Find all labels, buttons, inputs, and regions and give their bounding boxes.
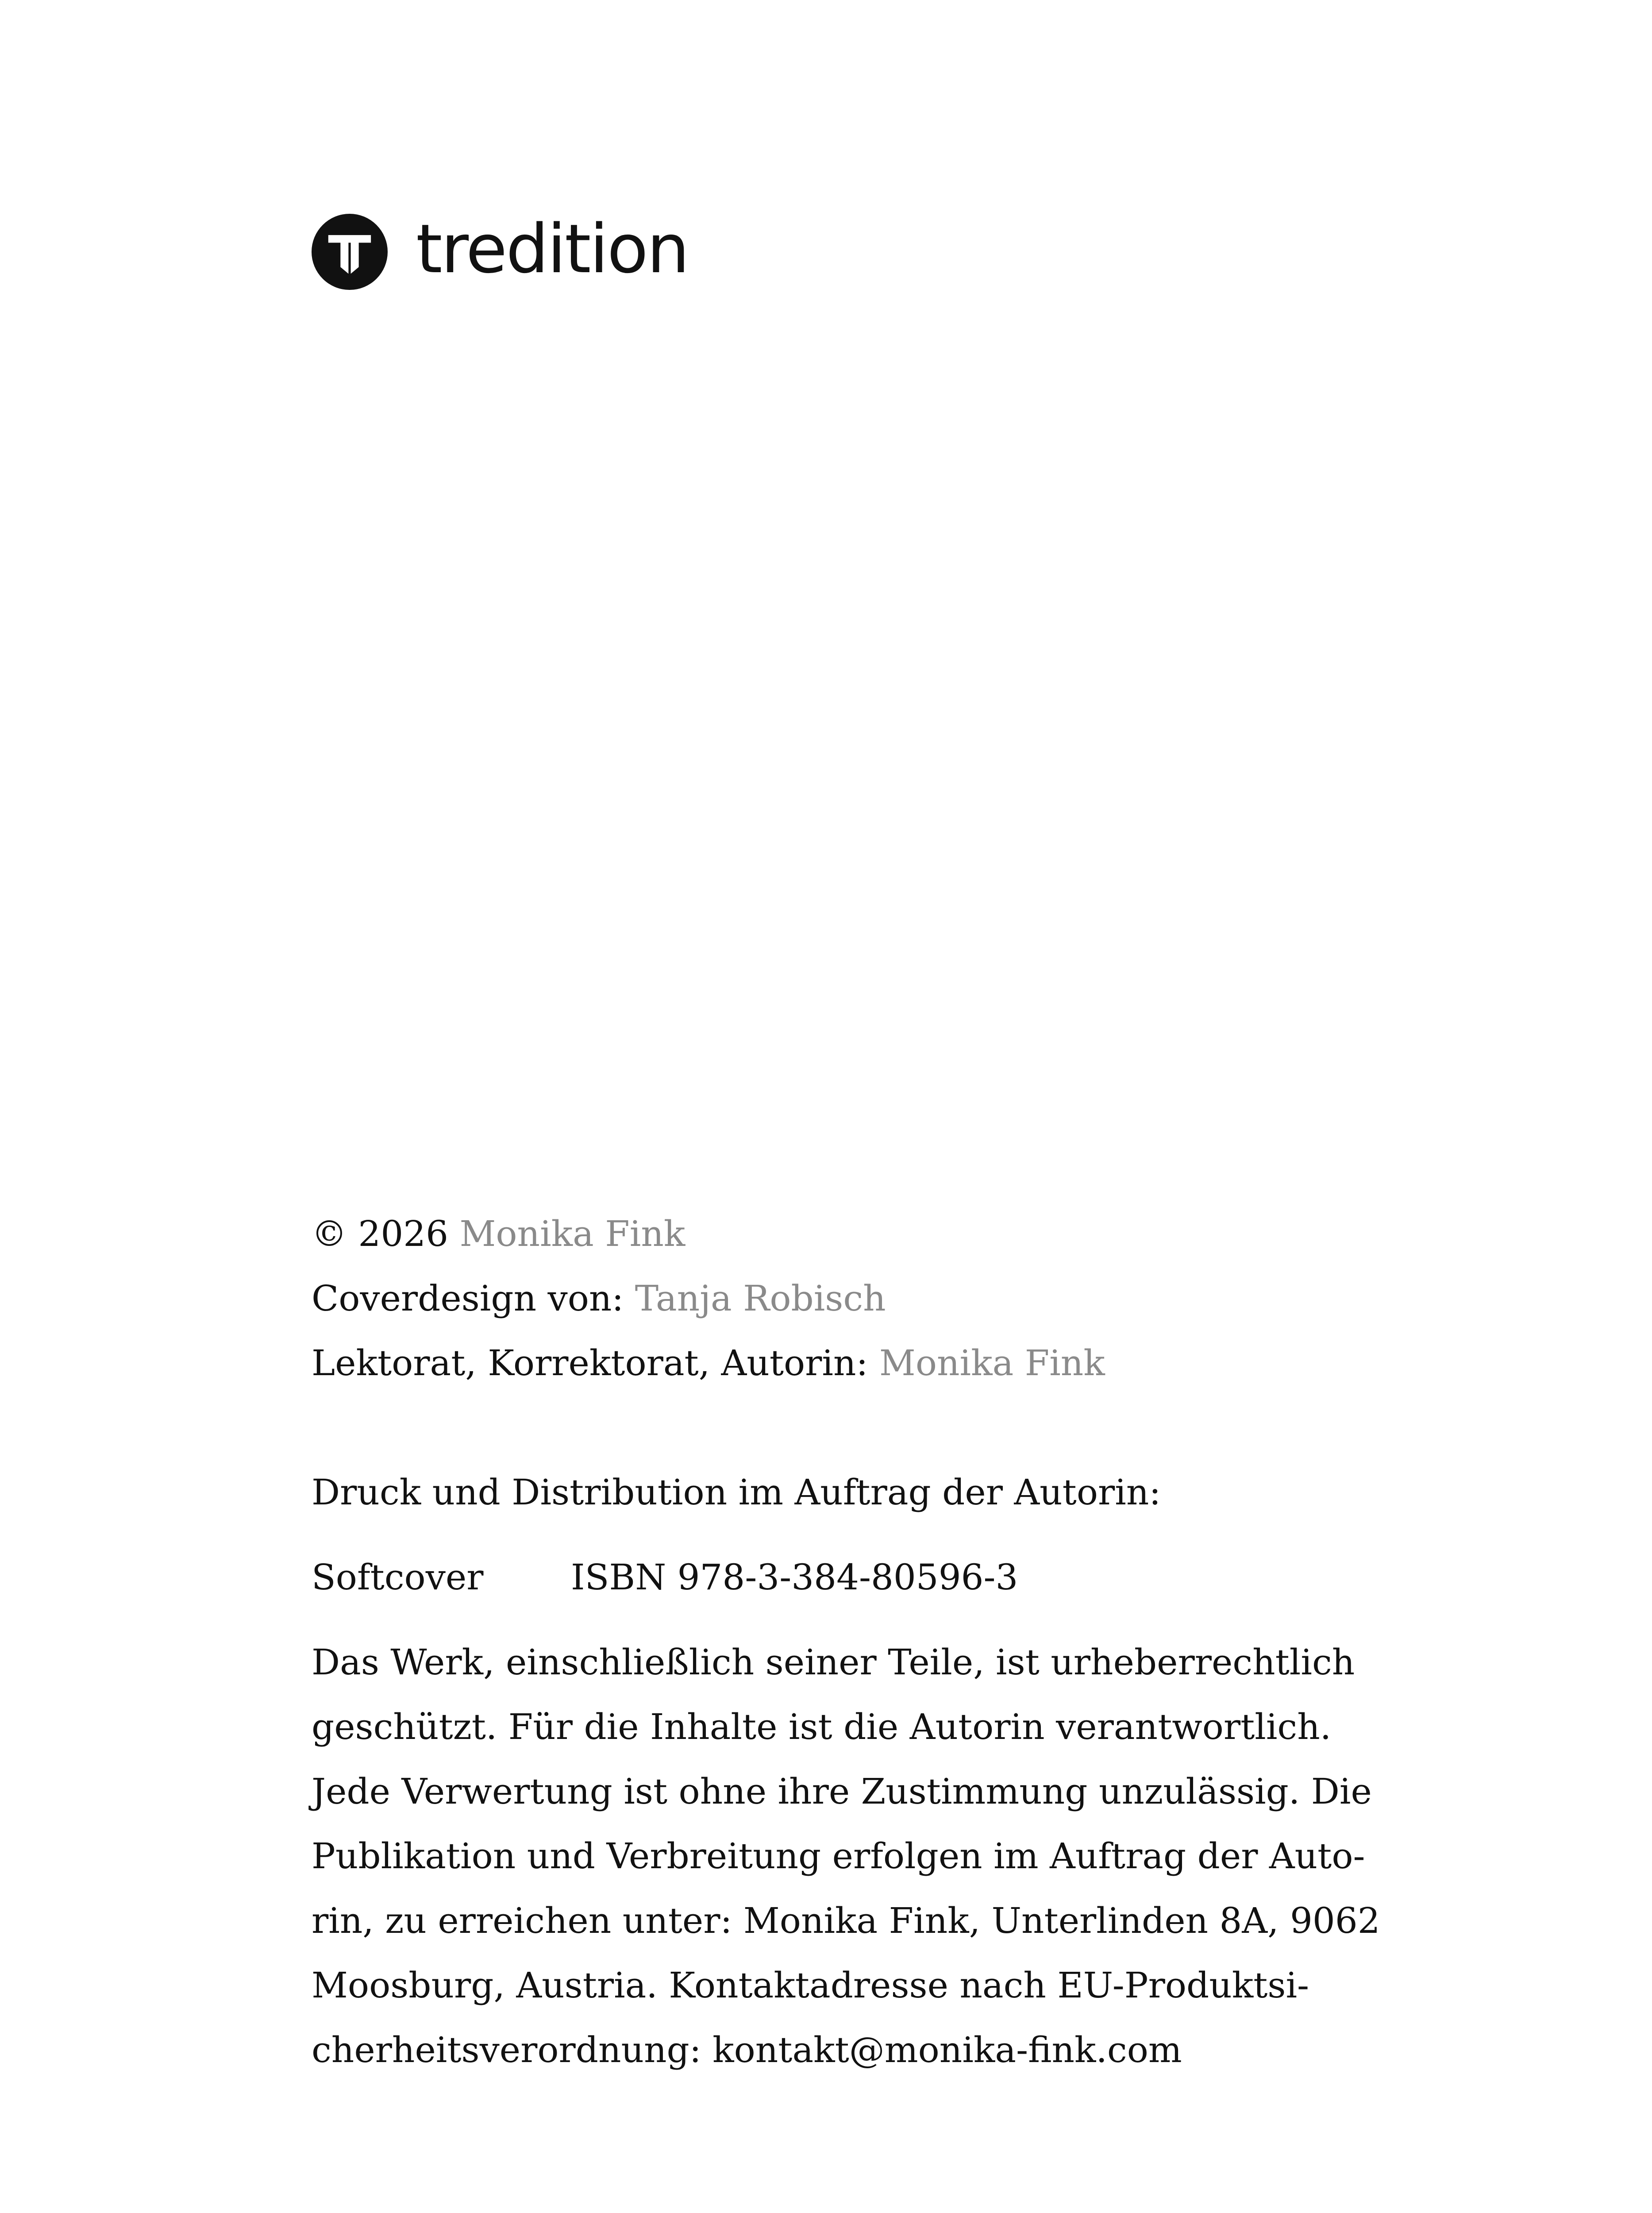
editor-name: Monika Fink [879, 1342, 1105, 1384]
legal-line: Jede Verwertung ist ohne ihre Zustimmung unzulässig. Die [312, 1771, 1372, 1812]
edition-line [312, 1545, 1418, 1610]
legal-line: geschützt. Für die Inhalte ist die Autorin verantwortlich. [312, 1706, 1332, 1747]
legal-line: cherheitsverordnung: kontakt@monika-fink.com [312, 2029, 1182, 2070]
cover-design-label: Coverdesign von: [312, 1278, 624, 1319]
copyright-holder: Monika Fink [459, 1213, 685, 1254]
legal-line: rin, zu erreichen unter: Monika Fink, Unterlinden 8A, 9062 [312, 1900, 1380, 1941]
tredition-logo-icon [312, 214, 388, 290]
legal-line: Moosburg, Austria. Kontaktadresse nach EU-Produktsi- [312, 1965, 1309, 2006]
legal-line: Publikation und Verbreitung erfolgen im Auftrag der Auto- [312, 1835, 1365, 1877]
imprint-block [312, 1202, 1418, 2082]
editing-label: Lektorat, Korrektorat, Autorin: [312, 1342, 868, 1384]
isbn: ISBN 978-3-384-80596-3 [571, 1557, 1018, 1598]
cover-design-line [312, 1266, 1418, 1331]
distribution-line: Druck und Distribution im Auftrag der Autorin: [312, 1472, 1161, 1513]
editing-line [312, 1331, 1418, 1396]
cover-designer: Tanja Robisch [635, 1278, 886, 1319]
legal-notice [312, 1630, 1418, 2082]
legal-line: Das Werk, einschließlich seiner Teile, ist urheberrechtlich [312, 1642, 1355, 1683]
logo-wordmark: tredition [416, 210, 689, 288]
edition-format: Softcover [312, 1557, 484, 1598]
copyright-line [312, 1202, 1418, 1266]
publisher-logo [312, 212, 688, 292]
copyright-prefix: © 2026 [312, 1213, 449, 1254]
